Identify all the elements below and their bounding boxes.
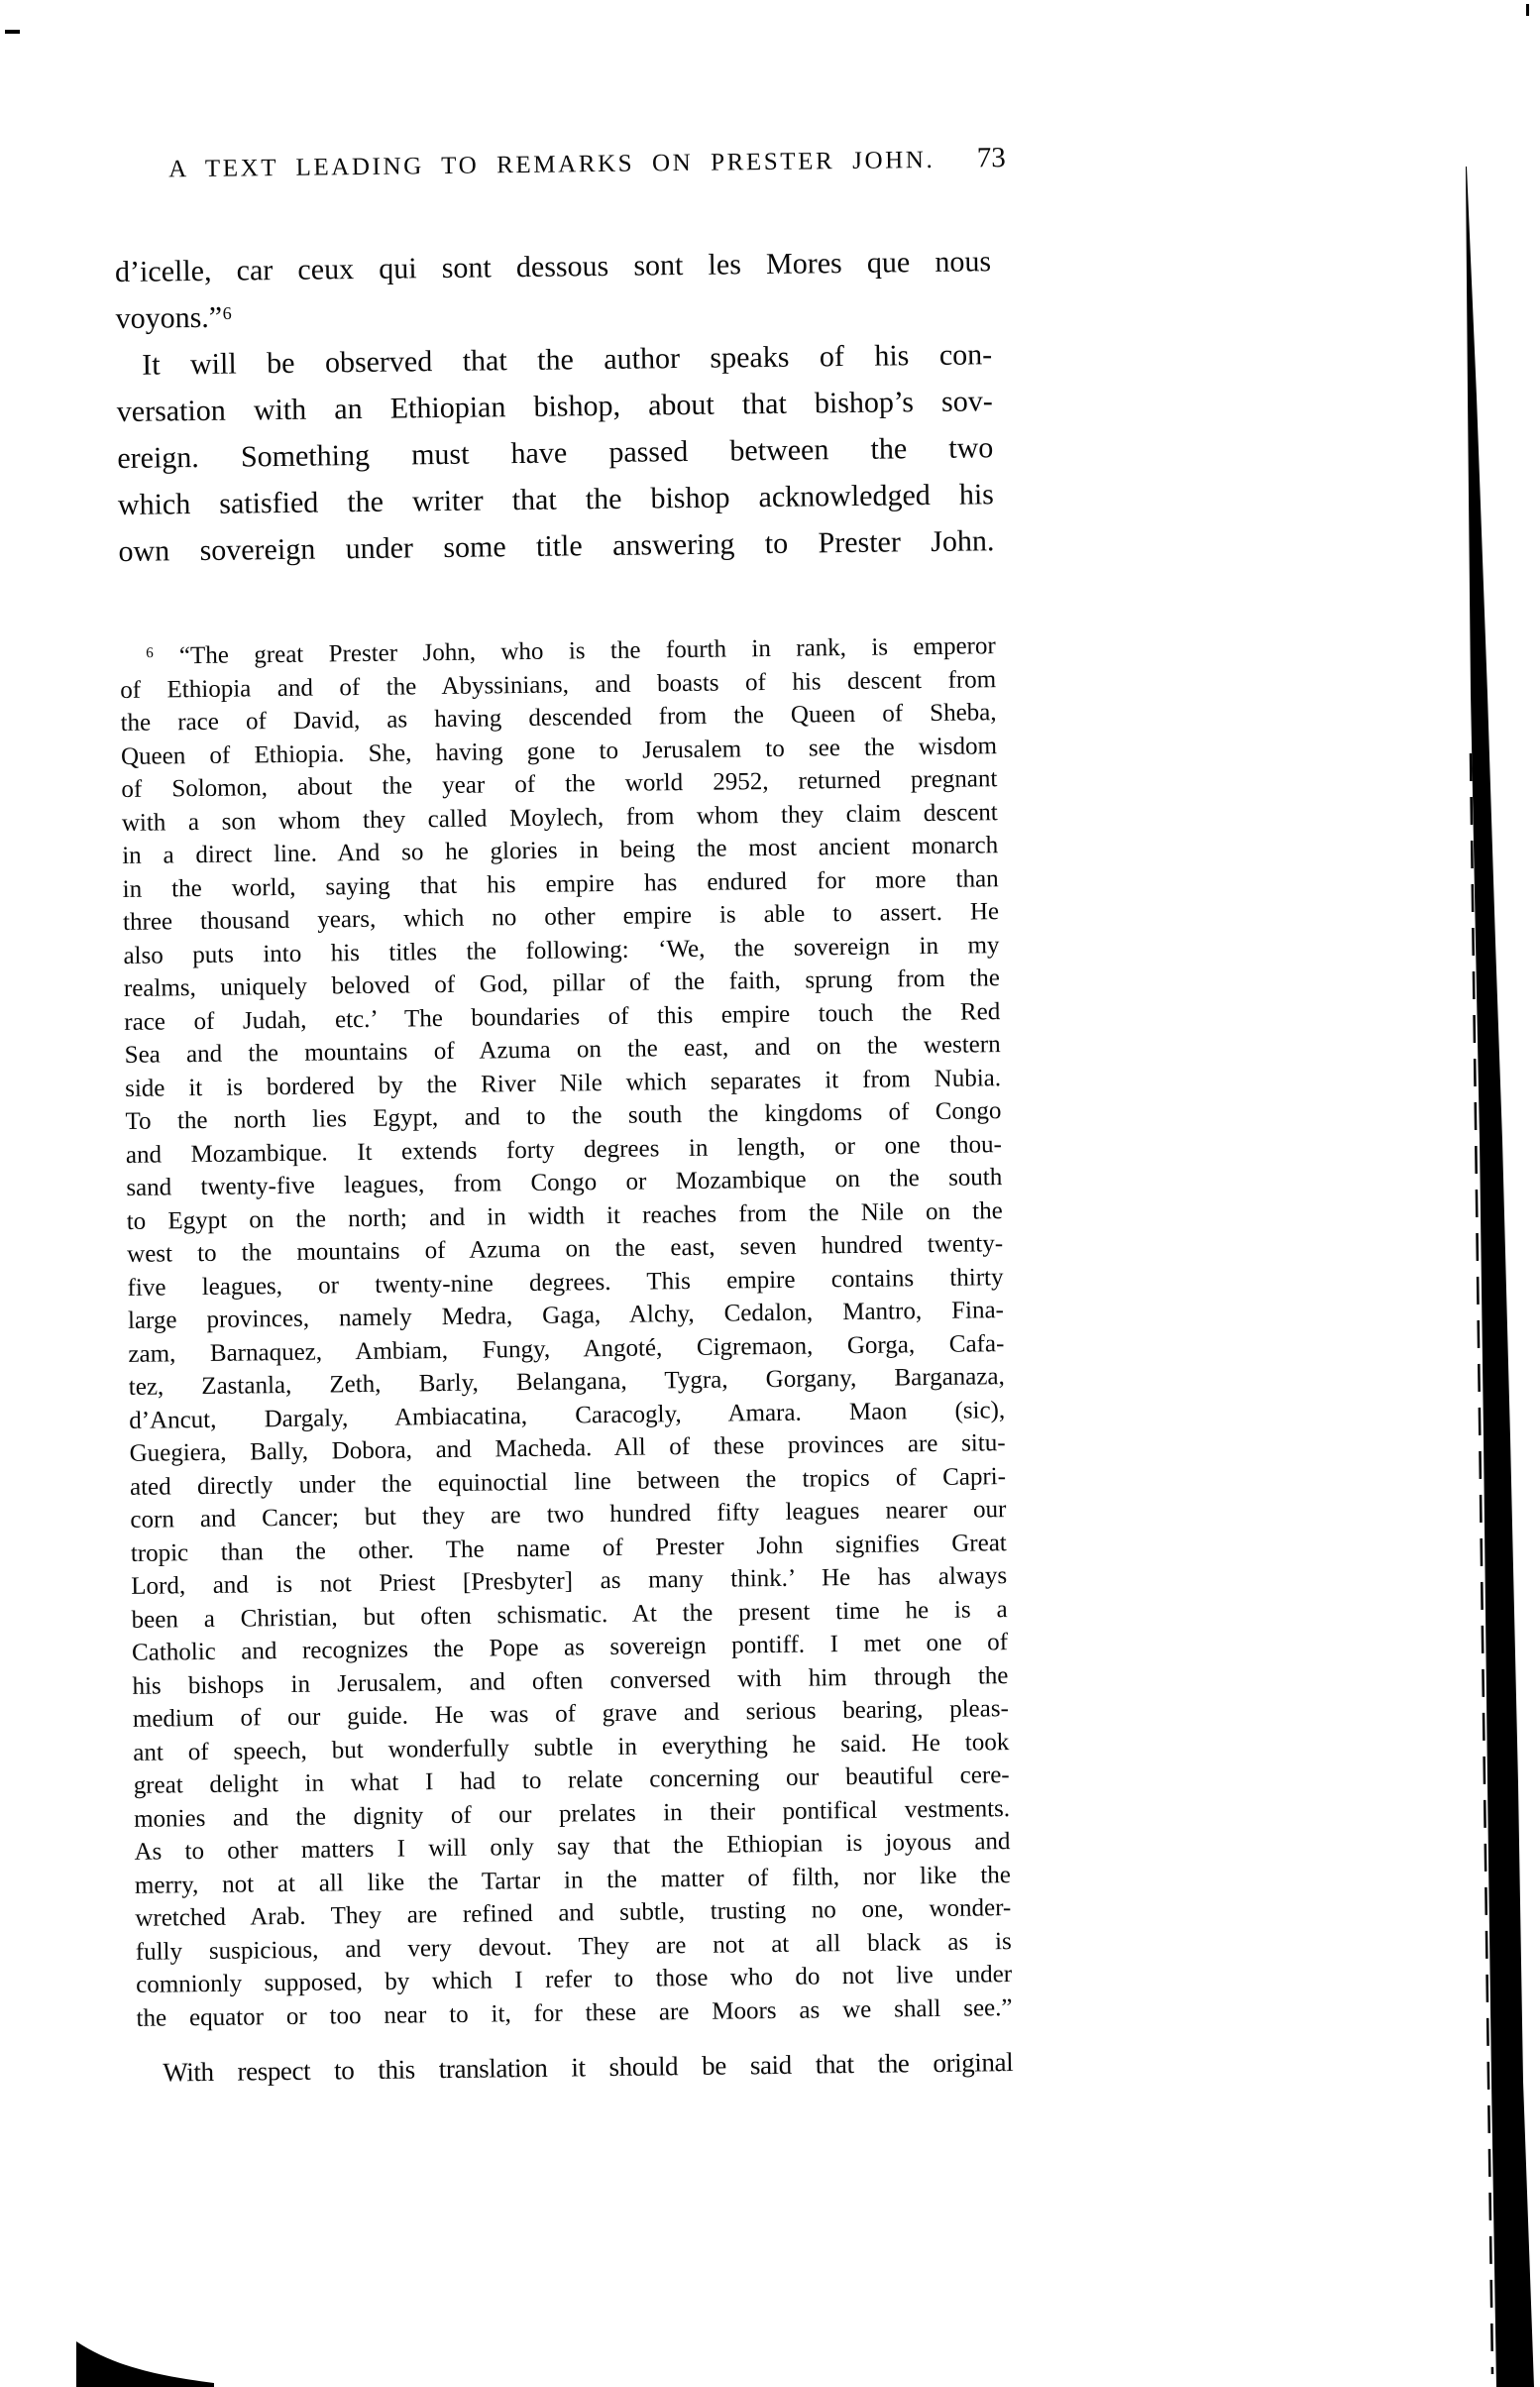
text-line: Queen of Ethiopia. She, having gone to Jerusalem to see the wisdom bbox=[120, 732, 998, 770]
text-line: of Ethiopia and of the Abyssinians, and boasts of his descent from bbox=[120, 665, 997, 704]
text-line: fully suspicious, and very devout. They are not at all black as is bbox=[135, 1927, 1012, 1966]
text-line: ated directly under the equinoctial line between the tropics of Capri- bbox=[129, 1462, 1007, 1501]
text-line: With respect to this translation it should be said that the original bbox=[163, 2047, 1014, 2088]
text-line: sand twenty-five leagues, from Congo or Mozambique on the south bbox=[126, 1164, 1003, 1201]
text-line: in a direct line. And so he glories in being the most ancient monarch bbox=[122, 832, 999, 869]
text-line: the equator or too near to it, for these are Moors as we shall see.” bbox=[136, 1993, 1013, 2032]
text-line: ereign. Something must have passed between the two bbox=[117, 431, 994, 475]
text-line: which satisfied the writer that the bishop acknowledged his bbox=[117, 478, 995, 521]
text-line: To the north lies Egypt, and to the south the kingdoms of Congo bbox=[125, 1097, 1002, 1135]
text-line: in the world, saying that his empire has endured for more than bbox=[122, 864, 999, 903]
text-line: corn and Cancer; but they are two hundred fifty leagues nearer our bbox=[130, 1496, 1007, 1534]
text-line: been a Christian, but often schismatic. At the present time he is a bbox=[131, 1595, 1008, 1634]
text-line: side it is bordered by the River Nile which separates it from Nubia. bbox=[124, 1064, 1002, 1102]
text-line: merry, not at all like the Tartar in the matter of filth, nor like the bbox=[134, 1861, 1012, 1899]
text-line: Guegiera, Bally, Dobora, and Macheda. All of these provinces are situ- bbox=[129, 1429, 1006, 1467]
text-line: of Solomon, about the year of the world 2952, returned pregnant bbox=[121, 765, 998, 803]
text-line: large provinces, namely Medra, Gaga, Alchy, Cedalon, Mantro, Fina- bbox=[127, 1297, 1005, 1334]
text-line: tropic than the other. The name of Prester John signifies Great bbox=[130, 1529, 1007, 1567]
text-line: Sea and the mountains of Azuma on the east, and on the western bbox=[124, 1031, 1001, 1069]
text-line: with a son whom they called Moylech, from whom they claim descent bbox=[121, 798, 998, 837]
paragraph-french-quote bbox=[115, 238, 992, 342]
text-line: Catholic and recognizes the Pope as sovereign pontiff. I met one of bbox=[131, 1629, 1009, 1666]
page-title: A TEXT LEADING TO REMARKS ON PRESTER JOHN. bbox=[168, 146, 935, 183]
text-line: voyons.”⁶ bbox=[115, 300, 233, 336]
paragraph-commentary bbox=[116, 331, 995, 575]
text-line: also puts into his titles the following: ‘We, the sovereign in my bbox=[123, 931, 1000, 969]
text-line: wretched Arab. They are refined and subtle, trusting no one, wonder- bbox=[135, 1894, 1012, 1932]
text-line: ant of speech, but wonderfully subtle in everything he said. He took bbox=[133, 1728, 1010, 1766]
text-line: tez, Zastanla, Zeth, Barly, Belangana, Tygra, Gorgany, Barganaza, bbox=[128, 1363, 1005, 1401]
text-line: the race of David, as having descended from the Queen of Sheba, bbox=[120, 699, 997, 737]
text-line: It will be observed that the author speaks of his con- bbox=[142, 338, 993, 382]
text-line: his bishops in Jerusalem, and often conversed with him through the bbox=[132, 1661, 1009, 1700]
running-header bbox=[114, 142, 1006, 184]
text-line: own sovereign under some title answering to Prester John. bbox=[118, 524, 995, 568]
text-line: d’Ancut, Dargaly, Ambiacatina, Caracogly, Amara. Maon (sic), bbox=[129, 1396, 1006, 1434]
text-line: comnionly supposed, by which I refer to those who do not live under bbox=[136, 1961, 1013, 1998]
text-line: Lord, and is not Priest [Presbyter] as many think.’ He has always bbox=[131, 1562, 1008, 1600]
text-line: great delight in what I had to relate concerning our beautiful cere- bbox=[133, 1762, 1010, 1799]
text-line: As to other matters I will only say that the Ethiopian is joyous and bbox=[134, 1828, 1011, 1866]
text-line: versation with an Ethiopian bishop, about that bishop’s sov- bbox=[116, 385, 993, 429]
text-line: three thousand years, which no other empire is able to assert. He bbox=[122, 898, 1000, 936]
text-line: d’icelle, car ceux qui sont dessous sont les Mores que nous bbox=[114, 245, 992, 289]
text-line: medium of our guide. He was of grave and serious bearing, pleas- bbox=[132, 1695, 1010, 1733]
page-number: 73 bbox=[976, 142, 1006, 174]
text-line: five leagues, or twenty-nine degrees. This empire contains thirty bbox=[127, 1263, 1004, 1302]
body-text bbox=[115, 238, 995, 575]
text-line: race of Judah, etc.’ The boundaries of this empire touch the Red bbox=[124, 997, 1001, 1036]
text-line: to Egypt on the north; and in width it reaches from the Nile on the bbox=[126, 1196, 1003, 1235]
footnote-block bbox=[120, 629, 1013, 2035]
text-line: and Mozambique. It extends forty degrees in length, or one thou- bbox=[125, 1130, 1003, 1169]
text-line: zam, Barnaquez, Ambiam, Fungy, Angoté, Cigremaon, Gorga, Cafa- bbox=[128, 1329, 1005, 1368]
text-line: ⁶ “The great Prester John, who is the fourth in rank, is emperor bbox=[145, 632, 996, 670]
text-line: realms, uniquely beloved of God, pillar of the faith, sprung from the bbox=[123, 965, 1000, 1002]
text-line: west to the mountains of Azuma on the east, seven hundred twenty- bbox=[127, 1230, 1004, 1268]
text-line: monies and the dignity of our prelates in their pontifical vestments. bbox=[133, 1794, 1011, 1833]
closing-paragraph bbox=[137, 2041, 1013, 2094]
